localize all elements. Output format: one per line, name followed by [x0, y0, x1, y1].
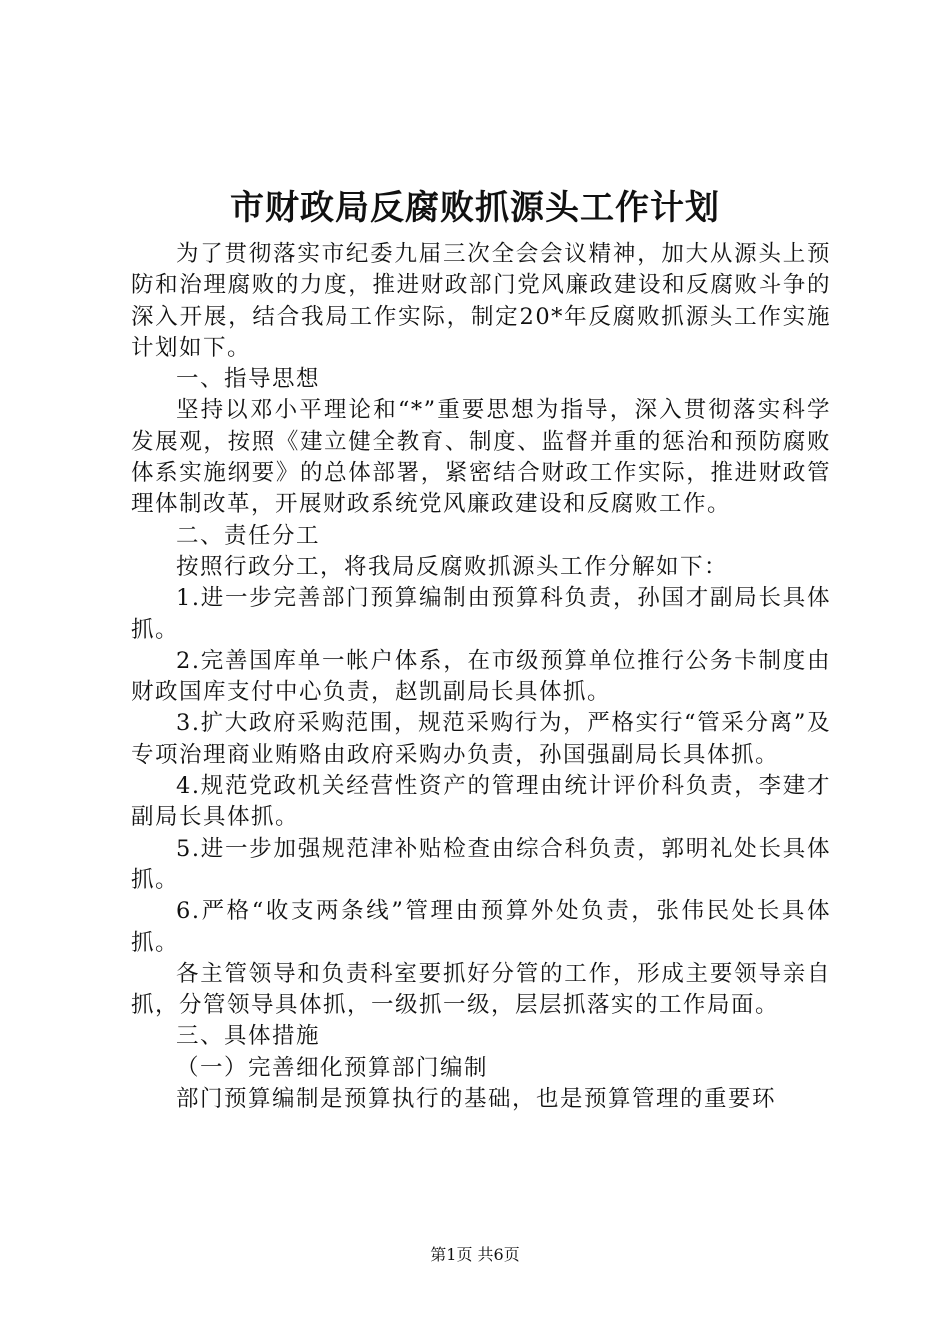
section-heading-measures: 三、具体措施: [176, 1023, 321, 1050]
section-heading-responsibilities: 二、责任分工: [176, 522, 321, 549]
list-item: 5.进一步加强规范津补贴检查由综合科负责，郭明礼处长具体抓。: [131, 835, 831, 893]
list-item: 4.规范党政机关经营性资产的管理由统计评价科负责，李建才副局长具体抓。: [131, 773, 831, 831]
page-number-footer: 第1页 共6页: [430, 1245, 520, 1264]
paragraph-responsibilities-intro: 按照行政分工，将我局反腐败抓源头工作分解如下：: [176, 553, 729, 580]
paragraph-leadership: 各主管领导和负责科室要抓好分管的工作，形成主要领导亲自抓，分管领导具体抓，一级抓一级，层层抓落实的工作局面。: [131, 960, 831, 1019]
section-heading-guiding-thought: 一、指导思想: [176, 366, 321, 393]
list-item: 6.严格“收支两条线”管理由预算外处负责，张伟民处长具体抓。: [131, 898, 831, 956]
subsection-heading-budget: （一）完善细化预算部门编制: [176, 1054, 489, 1081]
list-item: 2.完善国库单一帐户体系，在市级预算单位推行公务卡制度由财政国库支付中心负责，赵凯副局长具体抓。: [131, 647, 831, 706]
paragraph-guiding-thought: 坚持以邓小平理论和“*”重要思想为指导，深入贯彻落实科学发展观，按照《建立健全教育、制度、监督并重的惩治和预防腐败体系实施纲要》的总体部署，紧密结合财政工作实际，推进财政管理体制改革，开展财政系统党风廉政建设和反腐败工作。: [131, 397, 831, 518]
paragraph-intro: 为了贯彻落实市纪委九届三次全会会议精神，加大从源头上预防和治理腐败的力度，推进财政部门党风廉政建设和反腐败斗争的深入开展，结合我局工作实际，制定20*年反腐败抓源头工作实施计划如下。: [131, 241, 831, 361]
list-item: 3.扩大政府采购范围，规范采购行为，严格实行“管采分离”及专项治理商业贿赂由政府采购办负责，孙国强副局长具体抓。: [131, 710, 831, 768]
document-title: 市财政局反腐败抓源头工作计划: [230, 188, 720, 228]
list-item: 1.进一步完善部门预算编制由预算科负责，孙国才副局长具体抓。: [131, 585, 831, 643]
paragraph-budget: 部门预算编制是预算执行的基础，也是预算管理的重要环: [176, 1086, 777, 1113]
document-body: [131, 239, 831, 1115]
